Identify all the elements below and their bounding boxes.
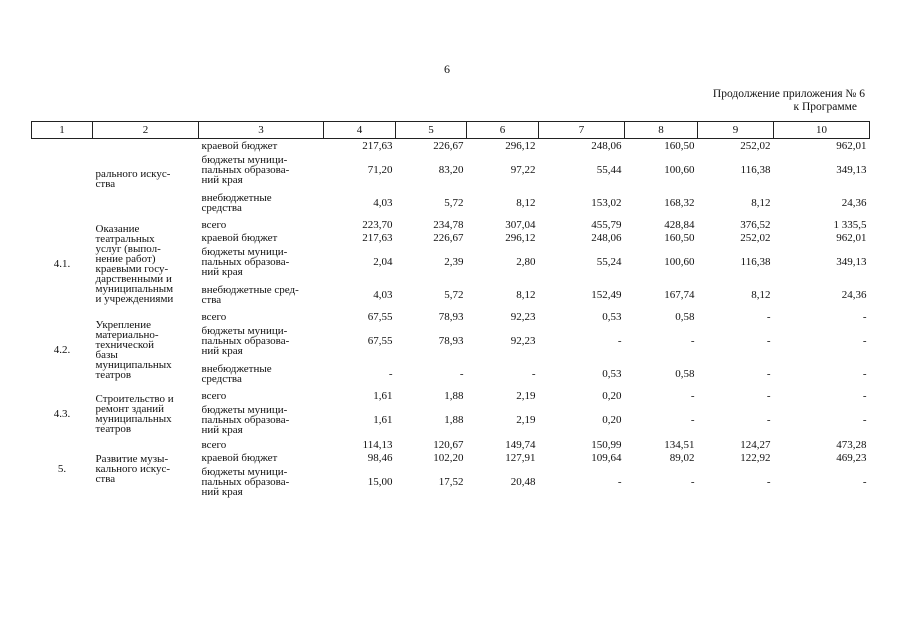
value-cell: 102,20 [433,451,464,464]
value-cell: 0,58 [675,310,695,323]
value-cell: 71,20 [367,164,393,176]
value-cell: 226,67 [433,231,464,244]
value-cell: 83,20 [438,164,464,176]
value-cell: 149,74 [505,438,536,451]
value-cell: 160,50 [664,231,695,244]
value-cell: 5,72 [444,197,464,209]
funding-source: краевой бюджет [201,231,278,244]
value-cell: 55,44 [596,164,622,176]
value-cell: 2,19 [516,414,536,426]
funding-source: бюджеты муници- пальных образова- ний края [201,466,290,498]
value-cell: 376,52 [740,218,771,231]
value-cell: 109,64 [591,451,622,464]
value-cell: - [766,368,771,380]
value-cell: 0,53 [602,310,622,323]
column-header: 4 [324,122,396,139]
table-row [32,389,870,402]
value-cell: 248,06 [591,231,622,244]
value-cell: 217,63 [362,139,393,152]
column-header: 10 [774,122,870,139]
value-cell: 349,13 [836,256,867,268]
value-cell: 24,36 [841,197,867,209]
value-cell: - [690,335,695,347]
value-cell: - [531,368,536,380]
value-cell: 20,48 [510,476,536,488]
appendix-caption-line2: к Программе [793,101,857,113]
value-cell: 17,52 [438,476,464,488]
funding-source: внебюджетные средства [201,192,272,214]
column-header: 9 [698,122,774,139]
value-cell: 296,12 [505,231,536,244]
table-row [32,139,870,153]
row-number: 4.1. [53,258,71,270]
funding-source: всего [201,218,227,231]
value-cell: 0,20 [602,414,622,426]
value-cell: 134,51 [664,438,695,451]
value-cell: 8,12 [516,197,536,209]
value-cell: - [617,476,622,488]
funding-source: внебюджетные средства [201,363,272,385]
value-cell: 8,12 [516,289,536,301]
value-cell: 100,60 [664,164,695,176]
column-header: 5 [396,122,467,139]
value-cell: 349,13 [836,164,867,176]
value-cell: 67,55 [367,335,393,347]
appendix-caption [713,88,865,114]
value-cell: 252,02 [740,139,771,152]
column-header: 2 [93,122,199,139]
appendix-caption-line1: Продолжение приложения № 6 [712,88,865,100]
value-cell: - [862,368,867,380]
value-cell: - [388,368,393,380]
value-cell: 98,46 [367,451,393,464]
value-cell: 120,67 [433,438,464,451]
value-cell: 100,60 [664,256,695,268]
funding-source: бюджеты муници- пальных образова- ний края [201,404,290,436]
value-cell: 248,06 [591,139,622,152]
value-cell: 0,20 [602,389,622,402]
value-cell: 962,01 [836,139,867,152]
value-cell: 152,49 [591,289,622,301]
column-header: 6 [467,122,539,139]
column-header: 7 [539,122,625,139]
funding-source: бюджеты муници- пальных образова- ний края [201,325,290,357]
row-number: 4.3. [53,407,71,420]
value-cell: - [766,414,771,426]
table-row [32,218,870,231]
value-cell: 2,19 [516,389,536,402]
value-cell: 0,58 [675,368,695,380]
column-header: 3 [199,122,324,139]
value-cell: - [862,476,867,488]
value-cell: 0,53 [602,368,622,380]
value-cell: 226,67 [433,139,464,152]
value-cell: 252,02 [740,231,771,244]
page-number: 6 [444,62,450,76]
row-number [32,139,93,219]
table-row [32,438,870,451]
row-number: 4.2. [53,343,71,356]
budget-table [31,121,870,500]
activity-name: рального искус- ства [95,167,171,190]
value-cell: 469,23 [836,451,867,464]
value-cell: - [862,310,867,323]
funding-source: всего [201,438,227,451]
value-cell: 97,22 [510,164,536,176]
value-cell: 160,50 [664,139,695,152]
value-cell: 8,12 [751,197,771,209]
value-cell: 67,55 [367,310,393,323]
value-cell: 127,91 [505,451,536,464]
funding-source: всего [201,389,227,402]
value-cell: - [459,368,464,380]
value-cell: 307,04 [505,218,536,231]
value-cell: - [766,476,771,488]
value-cell: 4,03 [373,289,393,301]
value-cell: 116,38 [740,256,771,268]
activity-name: Развитие музы- кального искус- ства [95,453,171,485]
value-cell: 1,88 [444,414,464,426]
funding-source: краевой бюджет [201,139,278,152]
funding-source: краевой бюджет [201,451,278,464]
value-cell: 296,12 [505,139,536,152]
value-cell: 962,01 [836,231,867,244]
value-cell: 2,80 [516,256,536,268]
value-cell: 92,23 [510,310,536,323]
value-cell: 168,32 [664,197,695,209]
table-row [32,310,870,323]
value-cell: 114,13 [362,438,393,451]
value-cell: - [862,335,867,347]
value-cell: - [862,414,867,426]
funding-source: бюджеты муници- пальных образова- ний края [201,246,290,278]
value-cell: 92,23 [510,335,536,347]
funding-source: всего [201,310,227,323]
value-cell: 78,93 [438,335,464,347]
column-header: 1 [32,122,93,139]
value-cell: 1,88 [444,389,464,402]
value-cell: - [766,310,771,323]
value-cell: 15,00 [367,476,393,488]
column-header: 8 [625,122,698,139]
value-cell: 2,39 [444,256,464,268]
value-cell: - [617,335,622,347]
value-cell: 5,72 [444,289,464,301]
value-cell: - [690,389,695,402]
column-number-row [32,122,870,139]
value-cell: 223,70 [362,218,393,231]
value-cell: 124,27 [740,438,771,451]
value-cell: 473,28 [836,438,867,451]
value-cell: - [690,476,695,488]
value-cell: 455,79 [591,218,622,231]
value-cell: 122,92 [740,451,771,464]
value-cell: 78,93 [438,310,464,323]
value-cell: - [766,335,771,347]
value-cell: 1,61 [373,414,393,426]
value-cell: 89,02 [669,451,695,464]
value-cell: 150,99 [591,438,622,451]
value-cell: 428,84 [664,218,695,231]
value-cell: 4,03 [373,197,393,209]
value-cell: - [862,389,867,402]
funding-source: бюджеты муници- пальных образова- ний края [201,154,290,186]
table-body [32,139,870,501]
value-cell: 1 335,5 [833,218,867,231]
value-cell: 8,12 [751,289,771,301]
value-cell: 217,63 [362,231,393,244]
activity-name: Укрепление материально- технической базы муниципальных театров [95,318,172,381]
value-cell: 2,04 [373,256,393,268]
value-cell: 167,74 [664,289,695,301]
value-cell: 234,78 [433,218,464,231]
value-cell: 116,38 [740,164,771,176]
value-cell: - [690,414,695,426]
row-number: 5. [57,463,67,475]
value-cell: - [766,389,771,402]
value-cell: 24,36 [841,289,867,301]
funding-source: внебюджетные сред- ства [201,284,299,306]
value-cell: 153,02 [591,197,622,209]
activity-name: Строительство и ремонт зданий муниципальных театров [95,392,174,435]
value-cell: 55,24 [596,256,622,268]
value-cell: 1,61 [373,389,393,402]
activity-name: Оказание театральных услуг (выпол- нение работ) краевыми госу- дарственными и муниципальным и учреждениями [95,223,174,305]
